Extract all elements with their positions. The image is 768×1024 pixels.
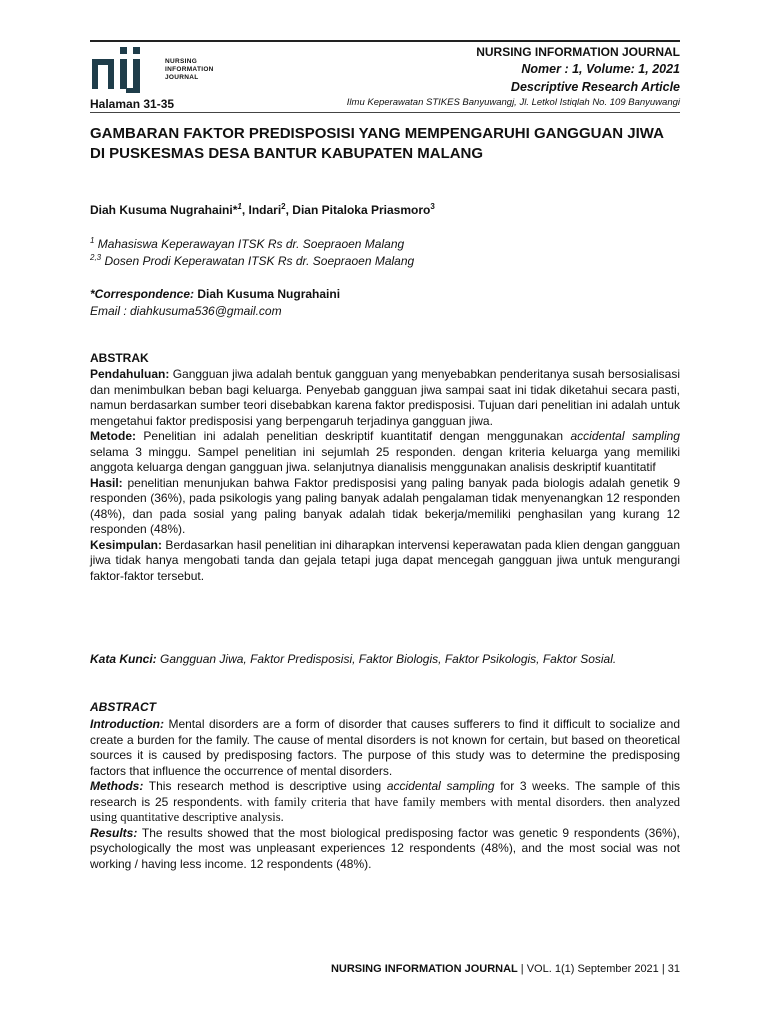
journal-address: Ilmu Keperawatan STIKES Banyuwangj, Jl. Letkol Istiqlah No. 109 Banyuwangi bbox=[346, 97, 680, 108]
correspondence-email: Email : diahkusuma536@gmail.com bbox=[90, 304, 282, 318]
methods-label: Methods: bbox=[90, 779, 144, 793]
journal-name: NURSING INFORMATION JOURNAL bbox=[476, 45, 680, 59]
methods-italic: accidental sampling bbox=[386, 779, 495, 793]
abstrak-pendahuluan bbox=[90, 367, 680, 429]
author-2-sup: 2 bbox=[281, 202, 286, 211]
page-footer bbox=[331, 963, 680, 975]
metode-italic: accidental sampling bbox=[570, 429, 680, 443]
logo-line-2: INFORMATION bbox=[165, 66, 214, 73]
article-type: Descriptive Research Article bbox=[510, 80, 680, 94]
metode-text-b: selama 3 minggu. Sampel penelitian ini sejumlah 25 responden. dengan kriteria keluarga yang memiliki anggota keluarga dengan gangguan jiwa. selanjutnya dianalisis menggunakan analisis deskriptif kuantitatif bbox=[90, 444, 680, 474]
affiliation-1 bbox=[90, 236, 404, 251]
pendahuluan-text: Gangguan jiwa adalah bentuk gangguan yang menyebabkan penderitanya susah bersosialisasi dan menimbulkan beban bagi keluarga. Penyebab gangguan jiwa sampai saat ini tidak diketahui secara pasti, namun berdasarkan sumber teori disebabkan karena faktor predisposisi. Tujuan dari penelitian ini adalah untuk mengetahui faktor predisposisi yang berpengaruh terjadinya gangguan jiwa. bbox=[90, 367, 680, 428]
methods-text-a: This research method is descriptive using bbox=[143, 779, 387, 793]
abstrak-metode bbox=[90, 429, 680, 476]
nij-logo-icon bbox=[90, 47, 165, 95]
kata-kunci-text: Gangguan Jiwa, Faktor Predisposisi, Faktor Biologis, Faktor Psikologis, Faktor Sosial. bbox=[156, 652, 617, 666]
abstrak-body bbox=[90, 367, 680, 584]
author-1-sup: 1 bbox=[237, 202, 242, 211]
author-3: , Dian Pitaloka Priasmoro bbox=[285, 203, 431, 217]
methods-text-b: for 3 weeks. The sample of this research is 25 respondents. bbox=[90, 779, 680, 809]
affiliation-2-text: Dosen Prodi Keperawatan ITSK Rs dr. Soepraoen Malang bbox=[101, 254, 415, 268]
kesimpulan-label: Kesimpulan: bbox=[90, 537, 163, 552]
affiliation-1-text: Mahasiswa Keperawayan ITSK Rs dr. Soepraoen Malang bbox=[94, 237, 405, 251]
journal-logo bbox=[90, 47, 240, 97]
affiliation-1-sup: 1 bbox=[90, 236, 95, 245]
logo-line-3: JOURNAL bbox=[165, 74, 199, 81]
author-list bbox=[90, 202, 435, 217]
results-label: Results: bbox=[90, 825, 138, 840]
correspondence-label: *Correspondence: bbox=[90, 287, 195, 301]
hasil-text: penelitian menunjukan bahwa Faktor predisposisi yang paling banyak pada biologis adalah genetik 9 responden (36%), pada psikologis yang paling banyak adalah pengalaman tidak menyenangkan 12 responden (48%), dan pada sosial yang paling banyak adalah tidak bekerja/memiliki penghasilan yang kurang 12 responden (48%). bbox=[90, 475, 680, 536]
correspondence-name: Diah Kusuma Nugrahaini bbox=[194, 287, 341, 301]
affiliation-2-sup: 2,3 bbox=[90, 253, 102, 262]
metode-label: Metode: bbox=[90, 429, 136, 443]
kesimpulan-text: Berdasarkan hasil penelitian ini diharapkan intervensi keperawatan pada klien dengan gangguan jiwa tidak hanya mengobati tanda dan gejala tetapi juga dapat mencegah gangguan jiwa untuk mengurangi faktor-faktor tersebut. bbox=[90, 537, 680, 583]
intro-text: Mental disorders are a form of disorder that causes sufferers to find it difficult to socialize and create a burden for the family. The cause of mental disorders is not known for certain, but based on theoretical sources it is caused by predisposing factors. The purpose of this study was to determine the predisposing factors that influence the occurrence of mental disorders. bbox=[90, 717, 680, 778]
correspondence bbox=[90, 287, 340, 301]
abstract-heading: ABSTRACT bbox=[90, 700, 156, 714]
logo-line-1: NURSING bbox=[165, 58, 198, 65]
methods-text-serif: with family criteria that have family members with mental disorders. then analyzed using quantitative descriptive analysis. bbox=[90, 794, 681, 824]
footer-volume: | VOL. 1(1) September 2021 | 31 bbox=[517, 963, 680, 975]
abstract-methods bbox=[90, 779, 680, 826]
abstract-results bbox=[90, 826, 680, 873]
intro-label: Introduction: bbox=[90, 717, 164, 731]
affiliation-2 bbox=[90, 253, 414, 268]
journal-issue: Nomer : 1, Volume: 1, 2021 bbox=[521, 62, 680, 76]
header-bottom-rule bbox=[90, 112, 680, 113]
results-text: The results showed that the most biological predisposing factor was genetic 9 respondents (36%), psychologically the most was unpleasant experiences 12 respondents (48%), and the most social was not working / having less income. 12 respondents (48%). bbox=[90, 825, 680, 871]
abstract-body bbox=[90, 717, 680, 872]
author-3-sup: 3 bbox=[430, 202, 435, 211]
kata-kunci bbox=[90, 652, 680, 668]
logo-subtitle bbox=[165, 58, 214, 82]
footer-journal: NURSING INFORMATION JOURNAL bbox=[330, 963, 518, 975]
header-top-rule bbox=[90, 40, 680, 42]
kata-kunci-label: Kata Kunci: bbox=[90, 652, 157, 666]
abstrak-hasil bbox=[90, 476, 680, 538]
abstrak-kesimpulan bbox=[90, 538, 680, 585]
abstrak-heading: ABSTRAK bbox=[90, 351, 149, 365]
author-2: , Indari bbox=[241, 203, 282, 217]
author-1: Diah Kusuma Nugrahaini* bbox=[90, 203, 238, 217]
metode-text-a: Penelitian ini adalah penelitian deskriptif kuantitatif dengan menggunakan bbox=[136, 429, 571, 443]
page-range: Halaman 31-35 bbox=[90, 97, 175, 111]
paper-title: GAMBARAN FAKTOR PREDISPOSISI YANG MEMPENGARUHI GANGGUAN JIWA DI PUSKESMAS DESA BANTUR KABUPATEN MALANG bbox=[90, 125, 664, 162]
hasil-label: Hasil: bbox=[90, 475, 123, 490]
abstract-introduction bbox=[90, 717, 680, 779]
pendahuluan-label: Pendahuluan: bbox=[90, 367, 170, 381]
